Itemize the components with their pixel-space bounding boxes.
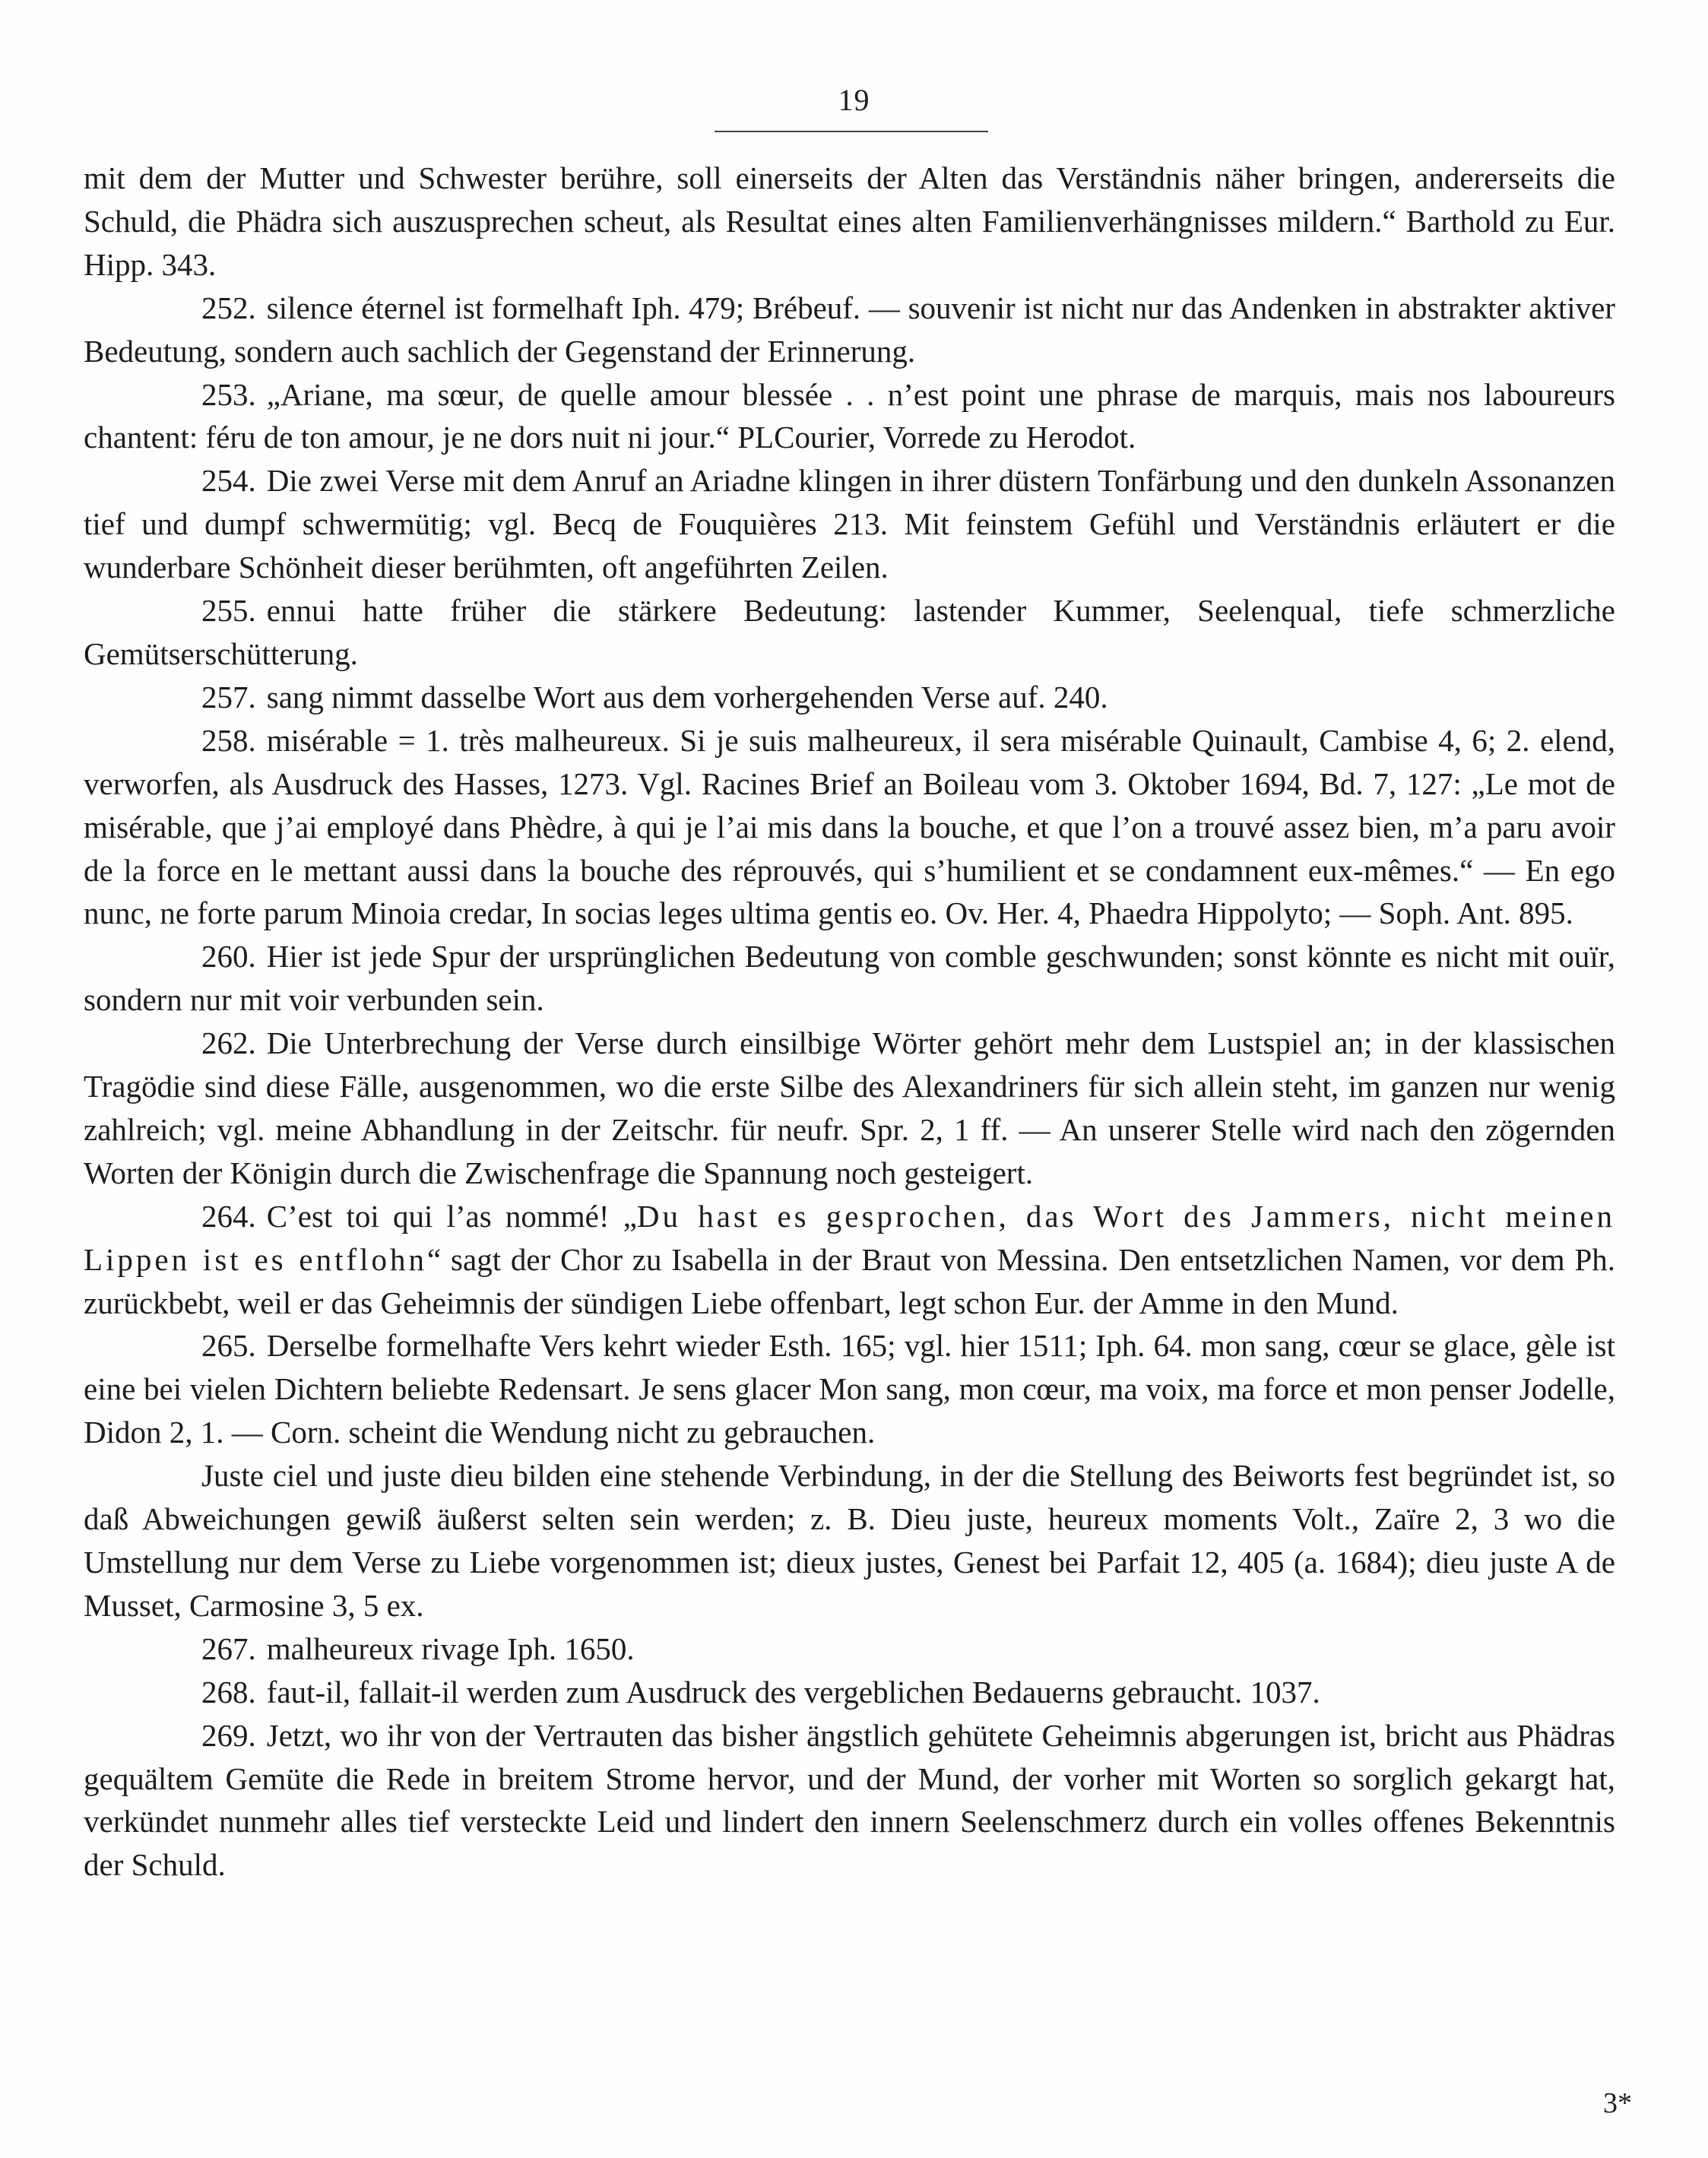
note-252 — [84, 287, 1615, 373]
page-number: 19 — [838, 83, 870, 117]
note-text: Die zwei Verse mit dem Anruf an Ariadne klingen in ihrer düstern Tonfärbung und den dunkeln Assonanzen tief und dumpf schwermütig; vgl. Becq de Fouquières 213. Mit feinstem Gefühl und Verständnis erläutert er die wunderbare Schönheit dieser berühmten, oft angeführten Zeilen. — [84, 463, 1615, 585]
note-text: Jetzt, wo ihr von der Vertrauten das bisher ängstlich gehütete Geheimnis abgerungen ist, bricht aus Phädras gequältem Gemüte die Rede in breitem Strome hervor, und der Mund, der vorher mit Worten so sorglich gekargt hat, verkündet nunmehr alles tief versteckte Leid und lindert den innern Seelenschmerz durch ein volles offenes Bekenntnis der Schuld. — [84, 1717, 1615, 1883]
note-265 — [84, 1324, 1615, 1454]
note-number: 254. — [201, 463, 256, 499]
note-text: silence éternel ist formelhaft Iph. 479; Brébeuf. — souvenir ist nicht nur das Andenken in abstrakter aktiver Bedeutung, sondern auch sachlich der Gegenstand der Erinnerung. — [84, 290, 1615, 369]
note-262 — [84, 1022, 1615, 1195]
note-text: Hier ist jede Spur der ursprünglichen Bedeutung von comble geschwunden; sonst könnte es nicht mit ouïr, sondern nur mit voir verbunden sein. — [84, 939, 1615, 1018]
note-text-after: “ sagt der Chor zu Isabella in der Braut von Messina. Den entsetzlichen Namen, vor dem Ph. zurückbebt, weil er das Geheimnis der sündigen Liebe offenbart, legt schon Eur. der Amme in den Mund. — [84, 1241, 1615, 1320]
note-text: sang nimmt dasselbe Wort aus dem vorhergehenden Verse auf. 240. — [266, 679, 1108, 715]
paragraph-text: mit dem der Mutter und Schwester berühre, soll einerseits der Alten das Verständnis näher bringen, andererseits die Schuld, die Phädra sich auszusprechen scheut, als Resultat eines alten Familienverhängnisses mildern.“ Barthold zu Eur. Hipp. 343. — [84, 160, 1615, 282]
note-text: ennui hatte früher die stärkere Bedeutung: lastender Kummer, Seelenqual, tiefe schmerzliche Gemütserschütterung. — [84, 593, 1615, 671]
note-260 — [84, 935, 1615, 1022]
note-text: Juste ciel und juste dieu bilden eine stehende Verbindung, in der die Stellung des Beiworts fest begründet ist, so daß Abweichungen gewiß äußerst selten sein werden; z. B. Dieu juste, heureux moments Volt., Zaïre 2, 3 wo die Umstellung nur dem Verse zu Liebe vorgenommen ist; dieux justes, Genest bei Parfait 12, 405 (a. 1684); dieu juste A de Musset, Carmosine 3, 5 ex. — [84, 1458, 1615, 1623]
note-268 — [84, 1671, 1615, 1714]
signature-mark: 3* — [1603, 2087, 1632, 2119]
note-257 — [84, 676, 1615, 719]
note-number: 268. — [201, 1674, 256, 1710]
note-number: 252. — [201, 290, 256, 325]
note-text: Derselbe formelhafte Vers kehrt wieder Esth. 165; vgl. hier 1511; Iph. 64. mon sang, cœur se glace, gèle ist eine bei vielen Dichtern beliebte Redensart. Je sens glacer Mon sang, mon cœur, ma voix, ma force et mon penser Jodelle, Didon 2, 1. — Corn. scheint die Wendung nicht zu gebrauchen. — [84, 1328, 1615, 1450]
commentary-body — [84, 157, 1615, 1887]
note-265-continued — [84, 1454, 1615, 1627]
note-number: 264. — [201, 1198, 256, 1234]
note-number: 265. — [201, 1328, 256, 1364]
note-text: misérable = 1. très malheureux. Si je suis malheureux, il sera misérable Quinault, Cambise 4, 6; 2. elend, verworfen, als Ausdruck des Hasses, 1273. Vgl. Racines Brief an Boileau vom 3. Oktober 1694, Bd. 7, 127: „Le mot de misérable, que j’ai employé dans Phèdre, à qui je l’ai mis dans la bouche, et que l’on a trouvé assez bien, m’a paru avoir de la force en le mettant aussi dans la bouche des réprouvés, qui s’humilient et se condamnent eux-mêmes.“ — En ego nunc, ne forte parum Minoia credar, In socias leges ultima gentis eo. Ov. Her. 4, Phaedra Hippolyto; — Soph. Ant. 895. — [84, 722, 1615, 931]
note-number: 262. — [201, 1025, 256, 1061]
note-number: 269. — [201, 1717, 256, 1753]
note-number: 253. — [201, 376, 256, 412]
note-text: „Ariane, ma sœur, de quelle amour blessée . . n’est point une phrase de marquis, mais nos laboureurs chantent: féru de ton amour, je ne dors nuit ni jour.“ PLCourier, Vorrede zu Herodot. — [84, 376, 1615, 455]
note-text-spaced-quote: Du hast es gesprochen, das Wort des Jammers, nicht meinen Lippen ist es entflohn — [84, 1198, 1616, 1277]
note-text-before: C’est toi qui l’as nommé! „ — [266, 1198, 637, 1234]
note-number: 257. — [201, 679, 256, 715]
note-258 — [84, 719, 1615, 936]
note-269 — [84, 1714, 1615, 1887]
note-255 — [84, 589, 1615, 676]
note-number: 258. — [201, 722, 256, 758]
note-264 — [84, 1195, 1615, 1325]
note-number: 255. — [201, 593, 256, 629]
note-number: 260. — [201, 939, 256, 974]
paragraph-continuation — [84, 157, 1615, 287]
note-254 — [84, 459, 1615, 589]
header-rule — [715, 131, 988, 132]
note-267 — [84, 1627, 1615, 1671]
note-text: faut-il, fallait-il werden zum Ausdruck des vergeblichen Bedauerns gebraucht. 1037. — [266, 1674, 1320, 1710]
note-253 — [84, 373, 1615, 460]
note-text: Die Unterbrechung der Verse durch einsilbige Wörter gehört mehr dem Lustspiel an; in der klassischen Tragödie sind diese Fälle, ausgenommen, wo die erste Silbe des Alexandriners für sich allein steht, im ganzen nur wenig zahlreich; vgl. meine Abhandlung in der Zeitschr. für neufr. Spr. 2, 1 ff. — An unserer Stelle wird nach den zögernden Worten der Königin durch die Zwischenfrage die Spannung noch gesteigert. — [84, 1025, 1615, 1190]
note-number: 267. — [201, 1630, 256, 1666]
note-text: malheureux rivage Iph. 1650. — [266, 1630, 635, 1666]
